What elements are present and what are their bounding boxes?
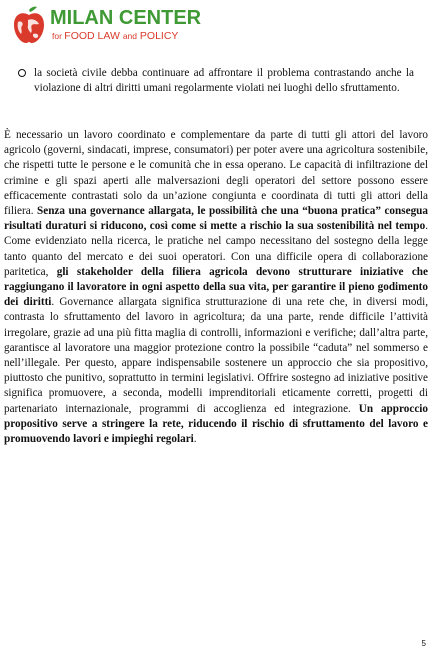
paragraph-text-4: . [193,433,197,446]
paragraph-bold-3: Un approccio propositivo serve a stringere la rete, riducendo il rischio di sfruttamento del lavoro e promuovendo lavori e impieghi regolari [4,402,428,446]
bullet-text: la società civile debba continuare ad affrontare il problema contrastando anche la violazione di altri diritti umani regolarmente violati nei luoghi dello sfruttamento. [34,67,414,94]
brand-title: MILAN CENTER [50,7,202,29]
brand-subtitle-for: for [52,31,65,41]
brand-subtitle [52,30,178,42]
brand-subtitle-and: and [122,31,137,41]
bullet-item [18,66,414,96]
paragraph-bold-2: gli stakeholder della filiera agricola devono strutturare iniziative che raggiungano il lavoratore in ogni aspetto della sua vita, per garantire il pieno godimento dei diritti [4,265,428,309]
paragraph-text-3: . Governance allargata significa strutturazione di una rete che, in diversi modi, contrasta lo sfruttamento del lavoro in agricoltura; da una parte, rende difficile l’attività irregolare, grazie ad una più fitta maglia di controlli, informazioni e verifiche; dall’altra parte, garantisce al lavoratore una maggior protezione contro la possibile “caduta” nel sommerso e nell’illegale. Per questo, appare indispensabile sostenere un approccio che sia propositivo, piuttosto che punitivo, soprattutto in termini legislativi. Offrire sostegno ad iniziative positive significa promuovere, a seconda, modelli imprenditoriali eticamente corretti, progetti di partenariato internazionale, programmi di accoglienza ed integrazione. [4,296,429,415]
brand-subtitle-policy: POLICY [137,30,179,42]
page-header [12,4,312,48]
body-paragraph [4,128,428,447]
paragraph-text-2: . Come evidenziato nella ricerca, le pratiche nel campo necessitano del sostegno della legge tanto quanto del mercato e dei suoi operatori. Con una difficile opera di collaborazione paritetica, [4,220,428,278]
circle-bullet-icon [18,69,26,77]
paragraph-text-1: È necessario un lavoro coordinato e complementare da parte di tutti gli attori del lavoro agricolo (governi, sindacati, imprese, consumatori) per poter avere una agricoltura sostenibile, che rispetti tutte le persone e le comunità che in essa operano. Le capacità di infiltrazione del crimine e gli spazi aperti alle malversazioni degli operatori del settore possono essere efficacemente contrastati solo da un’azione congiunta e coordinata di tutti gli attori della filiera. [4,129,428,218]
paragraph-bold-1: Senza una governance allargata, le possibilità che una “buona pratica” consegua risultati duraturi si riducono, così come si mette a rischio la sua sostenibilità nel tempo [4,205,428,233]
brand-subtitle-food-law: FOOD LAW [64,30,123,42]
red-apple-globe-icon [12,6,46,46]
page-number: 5 [421,639,426,648]
